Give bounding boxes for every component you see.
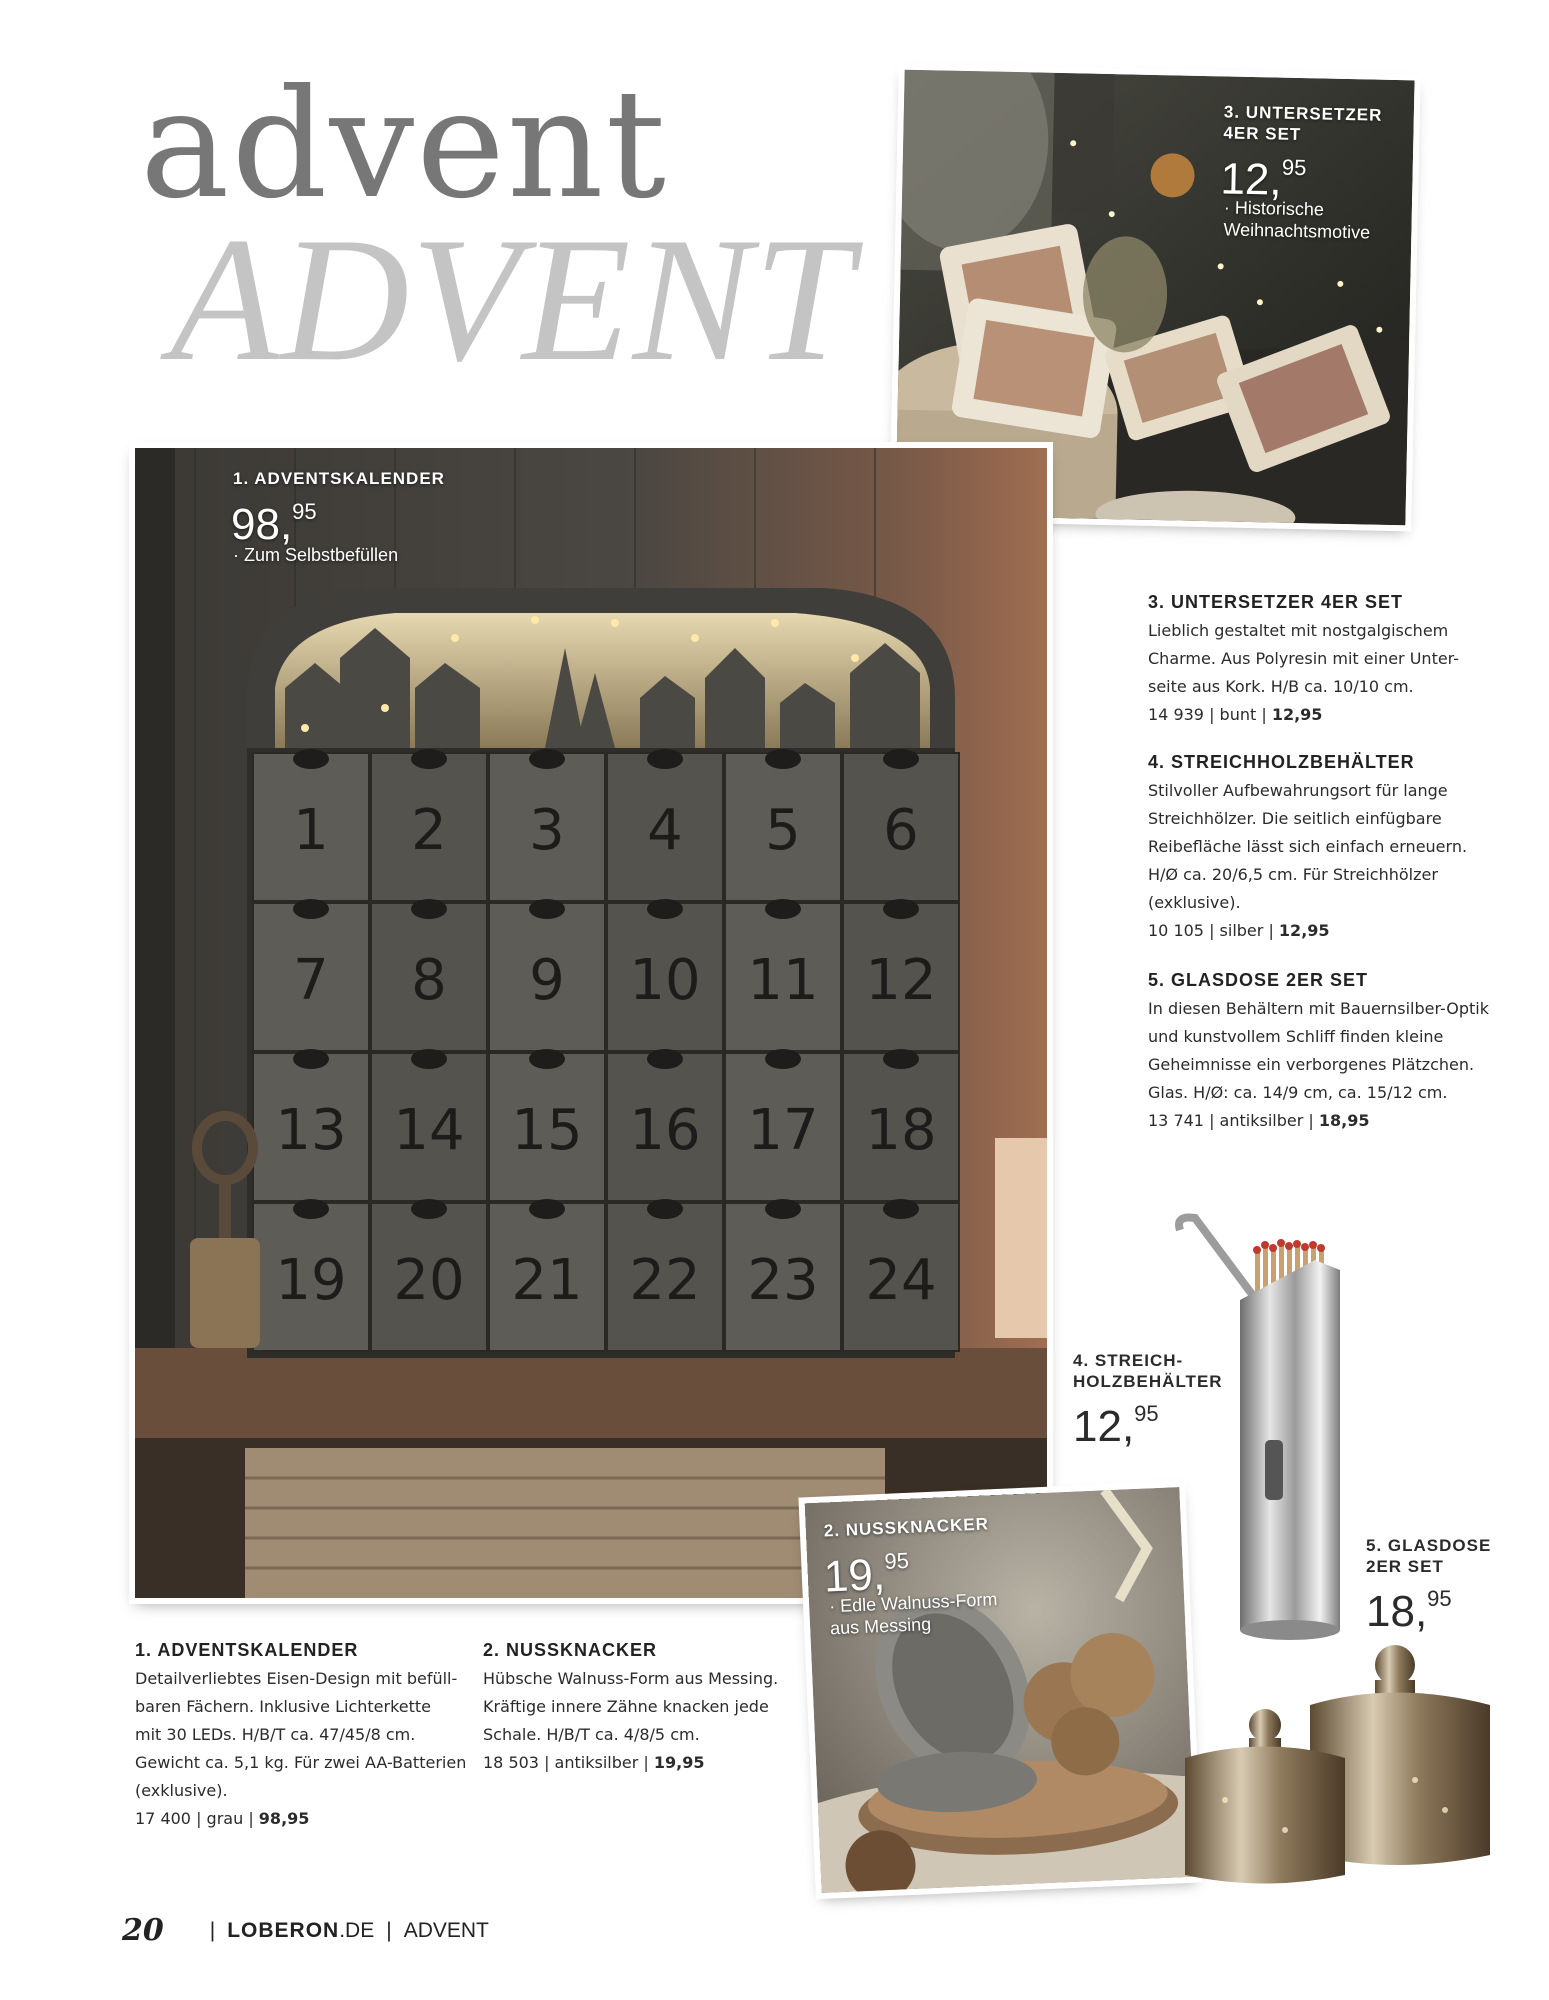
untersetzer-overlay-title-2: 4ER SET <box>1223 123 1302 145</box>
untersetzer-feature-1: · Historische <box>1223 197 1325 220</box>
glasdose-label-2: 2ER SET <box>1366 1557 1444 1576</box>
desc-line: Kräftige innere Zähne knacken jede <box>483 1697 769 1716</box>
drawer-number: 22 <box>629 1248 701 1313</box>
footer-domain[interactable]: .DE <box>339 1918 375 1942</box>
drawer-handle <box>529 1049 565 1069</box>
headline-advent-caps: ADVENT <box>170 200 855 398</box>
desc-untersetzer <box>1148 587 1528 729</box>
drawer-number: 3 <box>529 798 565 863</box>
footer-section: ADVENT <box>403 1918 489 1942</box>
drawer-number: 4 <box>647 798 683 863</box>
page-footer <box>122 1913 489 1948</box>
desc-price: 12,95 <box>1271 705 1323 724</box>
desc-line: Geheimnisse ein verborgenes Plätzchen. <box>1148 1055 1475 1074</box>
desc-streichholzbehaelter <box>1148 747 1528 945</box>
drawer-handle <box>883 1049 919 1069</box>
drawer-number: 20 <box>393 1248 465 1313</box>
drawer-handle <box>647 1049 683 1069</box>
adventskalender-feature: · Zum Selbstbefüllen <box>233 545 399 565</box>
drawer-handle <box>529 1199 565 1219</box>
drawer-number: 2 <box>411 798 447 863</box>
drawer-number: 9 <box>529 948 565 1013</box>
footer-divider: | <box>209 1918 216 1942</box>
desc-adventskalender <box>135 1635 475 1833</box>
drawer-handle <box>765 1049 801 1069</box>
drawer-handle <box>647 899 683 919</box>
drawer-number: 11 <box>747 948 819 1013</box>
desc-streichholz-title: 4. STREICHHOLZBEHÄLTER <box>1148 752 1415 772</box>
desc-price: 12,95 <box>1278 921 1330 940</box>
glasdose-image[interactable] <box>1165 1640 1505 1890</box>
desc-glasdose-title: 5. GLASDOSE 2ER SET <box>1148 970 1369 990</box>
page-number: 20 <box>122 1913 164 1948</box>
drawer-handle <box>765 1199 801 1219</box>
adventskalender-overlay-price: 98,95 <box>231 499 317 549</box>
headline-advent: advent <box>140 58 668 232</box>
drawer-handle <box>883 749 919 769</box>
drawer-handle <box>529 899 565 919</box>
drawer-number: 12 <box>865 948 937 1013</box>
drawer-handle <box>647 1199 683 1219</box>
drawer-number: 16 <box>629 1098 701 1163</box>
drawer-number: 21 <box>511 1248 583 1313</box>
glasdose-label-1: 5. GLASDOSE <box>1366 1536 1492 1555</box>
photo-adventskalender[interactable] <box>135 448 1047 1602</box>
desc-line: baren Fächern. Inklusive Lichterkette <box>135 1697 431 1716</box>
drawer-handle <box>883 899 919 919</box>
nussknacker-overlay-price: 19,95 <box>822 1547 910 1602</box>
drawer-handle <box>529 749 565 769</box>
drawer-number: 17 <box>747 1098 819 1163</box>
desc-line: Streichhölzer. Die seitlich einfügbare <box>1148 809 1442 828</box>
drawer-number: 23 <box>747 1248 819 1313</box>
desc-sku: 13 741 | antiksilber | <box>1148 1111 1314 1130</box>
glasdose-label-price: 18,95 <box>1366 1586 1452 1636</box>
desc-line: Lieblich gestaltet mit nostgalgischem <box>1148 621 1449 640</box>
desc-line: (exklusive). <box>135 1781 228 1800</box>
desc-glasdose <box>1148 965 1538 1135</box>
desc-untersetzer-title: 3. UNTERSETZER 4ER SET <box>1148 592 1404 612</box>
adventskalender-image <box>135 448 1047 1602</box>
drawer-number: 19 <box>275 1248 347 1313</box>
drawer-handle <box>293 1199 329 1219</box>
desc-line: Reibefläche lässt sich einfach erneuern. <box>1148 837 1468 856</box>
desc-line: Charme. Aus Polyresin mit einer Unter- <box>1148 649 1460 668</box>
drawer-number: 14 <box>393 1098 465 1163</box>
footer-brand[interactable]: LOBERON <box>227 1918 340 1942</box>
drawer-handle <box>765 899 801 919</box>
desc-line: In diesen Behältern mit Bauernsilber-Optik <box>1148 999 1489 1018</box>
desc-line: und kunstvollem Schliff finden kleine <box>1148 1027 1444 1046</box>
untersetzer-feature-2: Weihnachtsmotive <box>1223 219 1371 243</box>
nussknacker-feature-1: · Edle Walnuss-Form <box>828 1589 998 1617</box>
drawer-handle <box>293 899 329 919</box>
desc-line: H/Ø ca. 20/6,5 cm. Für Streichhölzer <box>1148 865 1438 884</box>
desc-line: Schale. H/B/T ca. 4/8/5 cm. <box>483 1725 700 1744</box>
desc-nussknacker-title: 2. NUSSKNACKER <box>483 1640 658 1660</box>
nussknacker-overlay-title: 2. NUSSKNACKER <box>823 1514 990 1541</box>
drawer-handle <box>411 1049 447 1069</box>
desc-line: mit 30 LEDs. H/B/T ca. 47/45/8 cm. <box>135 1725 416 1744</box>
desc-line: Glas. H/Ø: ca. 14/9 cm, ca. 15/12 cm. <box>1148 1083 1448 1102</box>
drawer-handle <box>411 749 447 769</box>
drawer-handle <box>411 1199 447 1219</box>
nussknacker-feature-2: aus Messing <box>829 1613 932 1639</box>
drawer-handle <box>293 749 329 769</box>
drawer-number: 7 <box>293 948 329 1013</box>
drawer-number: 10 <box>629 948 701 1013</box>
streichholz-label-2: HOLZBEHÄLTER <box>1073 1372 1223 1391</box>
desc-nussknacker <box>483 1635 803 1777</box>
adventskalender-overlay-title: 1. ADVENTSKALENDER <box>233 469 445 488</box>
desc-line: Hübsche Walnuss-Form aus Messing. <box>483 1669 779 1688</box>
drawer-number: 5 <box>765 798 801 863</box>
desc-line: Gewicht ca. 5,1 kg. Für zwei AA-Batterien <box>135 1753 467 1772</box>
drawer-number: 18 <box>865 1098 937 1163</box>
desc-adventskalender-title: 1. ADVENTSKALENDER <box>135 1640 359 1660</box>
calendar-drawers <box>253 749 959 1351</box>
drawer-number: 24 <box>865 1248 937 1313</box>
desc-sku: 10 105 | silber | <box>1148 921 1274 940</box>
desc-sku: 14 939 | bunt | <box>1148 705 1267 724</box>
drawer-handle <box>411 899 447 919</box>
streichholz-label-price: 12,95 <box>1073 1401 1159 1451</box>
desc-line: seite aus Kork. H/B ca. 10/10 cm. <box>1148 677 1414 696</box>
desc-sku: 17 400 | grau | <box>135 1809 254 1828</box>
drawer-handle <box>765 749 801 769</box>
drawer-number: 15 <box>511 1098 583 1163</box>
desc-line: (exklusive). <box>1148 893 1241 912</box>
drawer-number: 6 <box>883 798 919 863</box>
desc-sku: 18 503 | antiksilber | <box>483 1753 649 1772</box>
desc-line: Detailverliebtes Eisen-Design mit befüll- <box>135 1669 458 1688</box>
desc-line: Stilvoller Aufbewahrungsort für lange <box>1148 781 1448 800</box>
desc-price: 19,95 <box>653 1753 705 1772</box>
desc-price: 98,95 <box>258 1809 310 1828</box>
streichholz-label-1: 4. STREICH- <box>1073 1351 1184 1370</box>
untersetzer-overlay-price: 12,95 <box>1219 154 1307 205</box>
photo-nussknacker[interactable] <box>805 1487 1197 1893</box>
drawer-number: 1 <box>293 798 329 863</box>
footer-divider: | <box>386 1918 392 1942</box>
drawer-handle <box>647 749 683 769</box>
drawer-handle <box>883 1199 919 1219</box>
drawer-number: 8 <box>411 948 447 1013</box>
drawer-number: 13 <box>275 1098 347 1163</box>
desc-price: 18,95 <box>1318 1111 1370 1130</box>
drawer-handle <box>293 1049 329 1069</box>
untersetzer-overlay-title-1: 3. UNTERSETZER <box>1223 102 1383 125</box>
